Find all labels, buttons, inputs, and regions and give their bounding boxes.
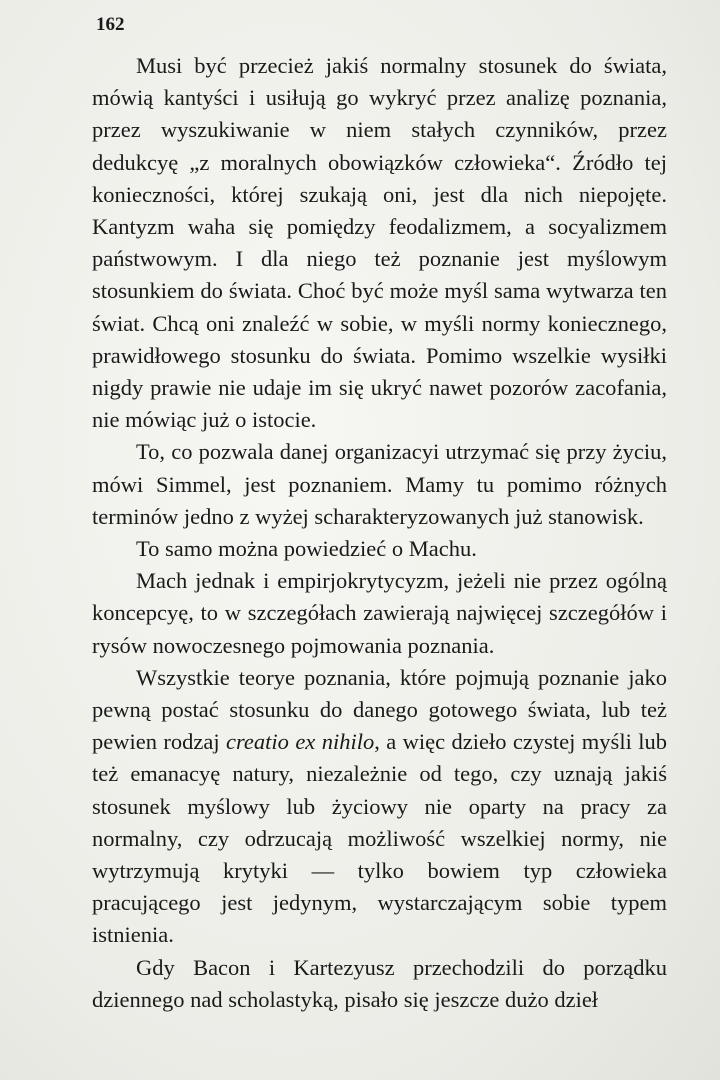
paragraph-6: Gdy Bacon i Kartezyusz przechodzili do porządku dziennego nad scholastyką, pisało się jeszcze dużo dzieł (92, 954, 667, 1012)
paragraph-5 (92, 662, 667, 952)
page-number: 162 (96, 14, 125, 35)
paragraph-4: Mach jednak i empirjokrytycyzm, jeżeli nie przez ogólną koncepcyę, to w szczegółach zawierają najwięcej szczegółów i rysów nowoczesnego pojmowania poznania. (92, 568, 667, 658)
paragraph-3: To samo można powiedzieć o Machu. (136, 536, 477, 562)
paragraph-5-part-1: Wszystkie teorye poznania, które pojmują poznanie jako pewną postać stosunku do danego gotowego świata, lub też pewien rodzaj (92, 664, 667, 755)
paragraph-2: To, co pozwala danej organizacyi utrzymać się przy życiu, mówi Simmel, jest poznaniem. Mamy tu pomimo różnych terminów jedno z wyżej scharakteryzowanych już stanowisk. (92, 439, 667, 529)
latin-phrase: creatio ex nihilo (226, 729, 375, 755)
paragraph-5-part-2: , a więc dzieło czystej myśli lub też emanacyę natury, niezależnie od tego, czy uznają jakiś stosunek myślowy lub życiowy nie oparty na pracy za normalny, czy odrzucają możliwość wszelkiej normy, nie wytrzymują krytyki — tylko bowiem typ człowieka pracującego jest jedynym, wystarczającym sobie typem istnienia. (92, 729, 667, 948)
body-text (92, 50, 667, 1016)
paragraph-1: Musi być przecież jakiś normalny stosunek do świata, mówią kantyści i usiłują go wykryć przez analizę poznania, przez wyszukiwanie w niem stałych czynników, przez dedukcyę „z moralnych obowiązków człowieka“. Źródło tej konieczności, której szukają oni, jest dla nich niepojęte. Kantyzm waha się pomiędzy feodalizmem, a socyalizmem państwowym. I dla niego też poznanie jest myślowym stosunkiem do świata. Choć być może myśl sama wytwarza ten świat. Chcą oni znaleźć w sobie, w myśli normy koniecznego, prawidłowego stosunku do świata. Pomimo wszelkie wysiłki nigdy prawie nie udaje im się ukryć nawet pozorów zacofania, nie mówiąc już o istocie. (92, 53, 667, 433)
